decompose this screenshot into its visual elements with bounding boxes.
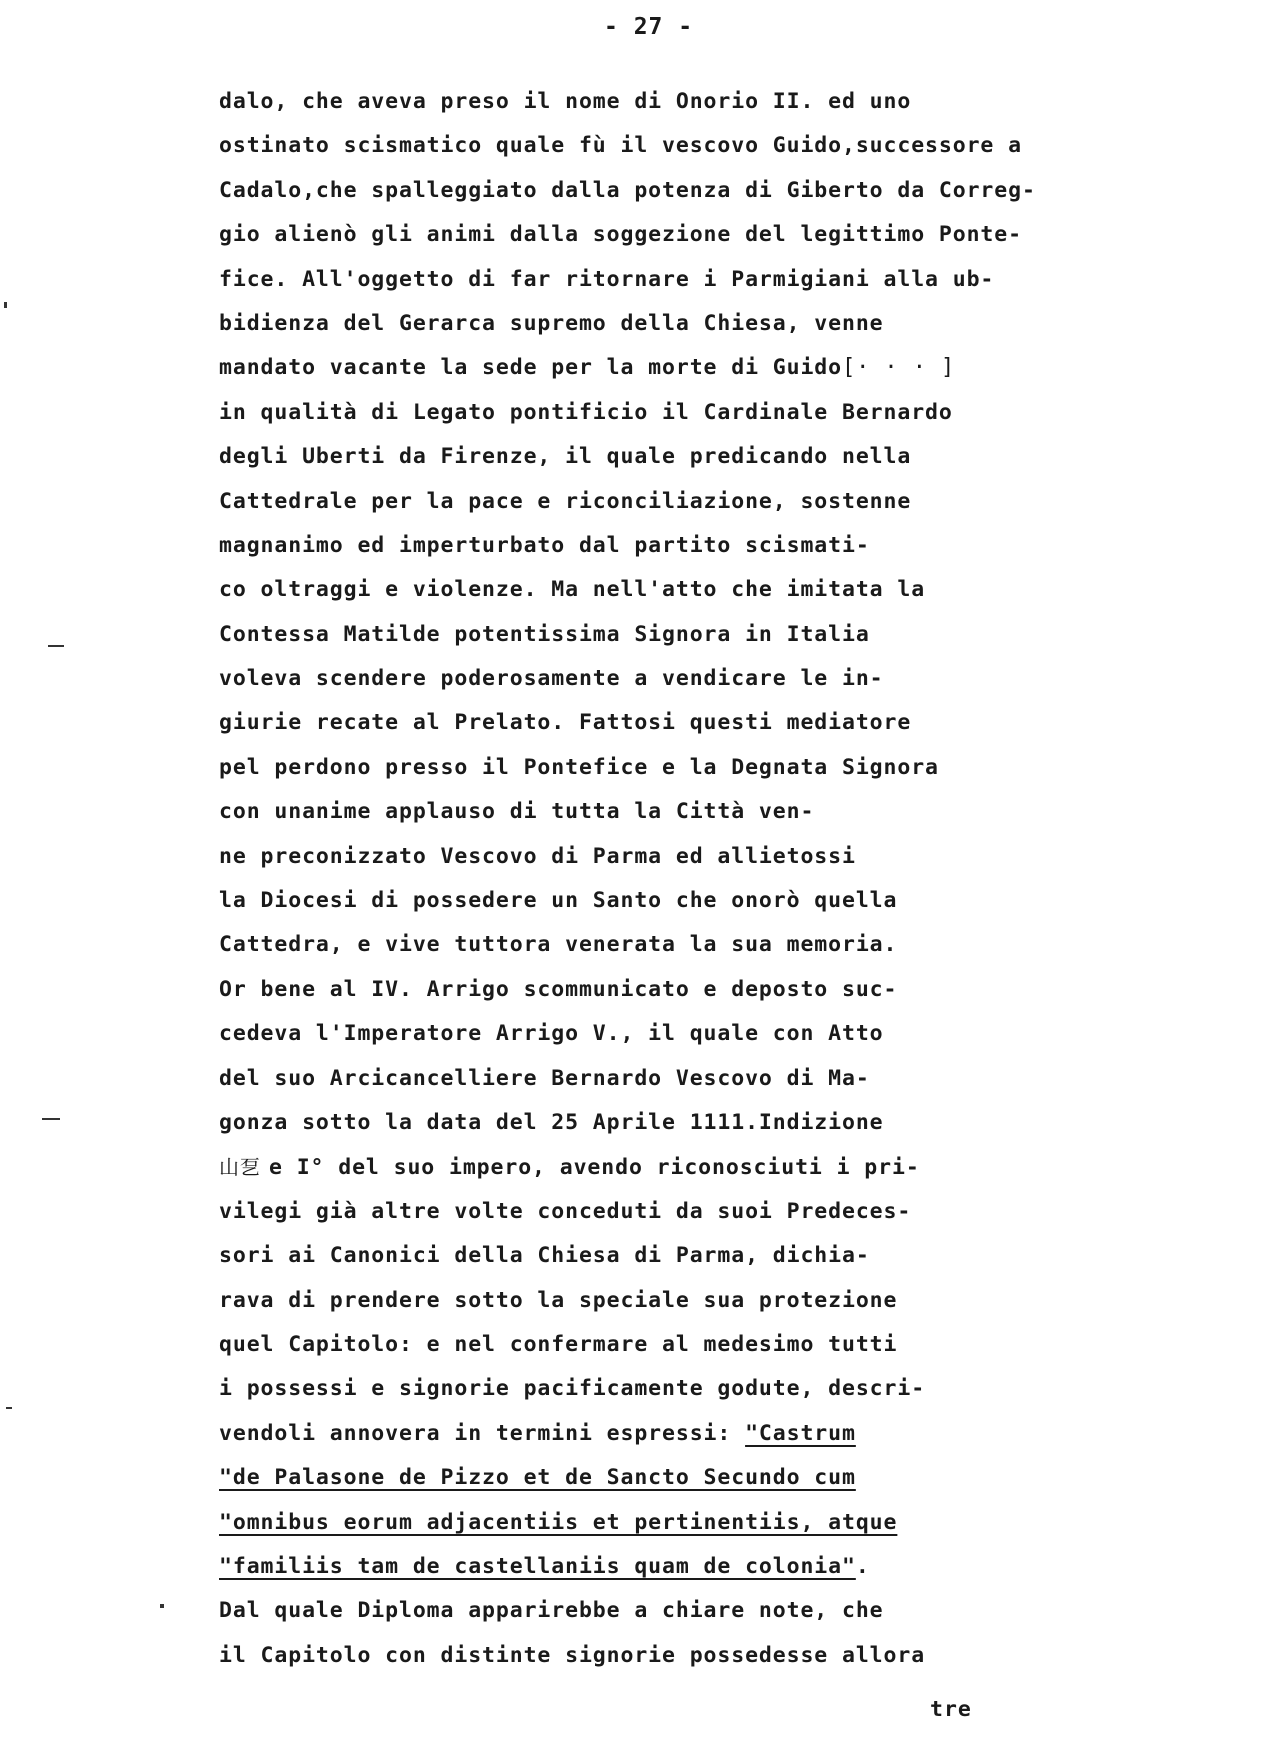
text-line: fice. All'oggetto di far ritornare i Parmigiani alla ub- — [219, 266, 995, 292]
text-line: Cattedrale per la pace e riconciliazione, sostenne — [219, 488, 912, 514]
underlined-quote: "de Palasone de Pizzo et de Sancto Secundo cum — [219, 1465, 856, 1491]
text-line: rava di prendere sotto la speciale sua protezione — [219, 1287, 898, 1313]
text-line: la Diocesi di possedere un Santo che onorò quella — [219, 888, 898, 914]
document-body — [219, 80, 1229, 1678]
text-line: con unanime applauso di tutta la Città ven- — [219, 799, 815, 825]
text-line: gonza sotto la data del 25 Aprile 1111.Indizione — [219, 1109, 884, 1135]
text-line — [219, 1545, 1229, 1589]
text-line — [219, 346, 1229, 390]
text-line — [219, 1456, 1229, 1500]
text-line: degli Uberti da Firenze, il quale predicando nella — [219, 444, 912, 470]
text-line: dalo, che aveva preso il nome di Onorio II. ed uno — [219, 89, 912, 114]
text-line: Or bene al IV. Arrigo scommunicato e deposto suc- — [219, 976, 898, 1002]
margin-mark — [48, 645, 64, 647]
margin-mark — [42, 1118, 60, 1120]
text-line-content: vendoli annovera in termini espressi: — [219, 1420, 746, 1446]
margin-mark — [160, 1604, 164, 1608]
text-line: ostinato scismatico quale fù il vescovo Guido,successore a — [219, 133, 1022, 159]
text-line: i possessi e signorie pacificamente godute, descri- — [219, 1376, 926, 1402]
underlined-quote: "familiis tam de castellaniis quam de colonia" — [219, 1553, 856, 1579]
text-line — [219, 1412, 1229, 1456]
text-line-content: e I° del suo impero, avendo riconosciuti i pri- — [269, 1155, 920, 1181]
text-line: gio alienò gli animi dalla soggezione del legittimo Ponte- — [219, 222, 1022, 248]
text-line — [219, 1145, 1229, 1189]
bracket-gap-annotation: [· · · ] — [841, 355, 956, 381]
underlined-quote: "omnibus eorum adjacentiis et pertinentiis, atque — [219, 1509, 898, 1535]
page-number: - 27 - — [604, 14, 694, 40]
catchword: tre — [930, 1697, 972, 1722]
text-line: Contessa Matilde potentissima Signora in Italia — [219, 621, 870, 647]
text-line: Cadalo,che spalleggiato dalla potenza di Giberto da Correg- — [219, 177, 1036, 203]
text-line: quel Capitolo: e nel confermare al medesimo tutti — [219, 1331, 898, 1357]
text-line: vilegi già altre volte conceduti da suoi Predeces- — [219, 1198, 912, 1224]
text-line: sori ai Canonici della Chiesa di Parma, dichia- — [219, 1243, 870, 1269]
text-line: in qualità di Legato pontificio il Cardinale Bernardo — [219, 399, 953, 425]
text-line-content: mandato vacante la sede per la morte di Guido — [219, 355, 842, 381]
margin-mark — [6, 1407, 12, 1409]
text-line: cedeva l'Imperatore Arrigo V., il quale con Atto — [219, 1021, 884, 1047]
text-line: co oltraggi e violenze. Ma nell'atto che imitata la — [219, 577, 926, 603]
text-line: magnanimo ed imperturbato dal partito scismati- — [219, 532, 870, 558]
text-line: il Capitolo con distinte signorie possedesse allora — [219, 1642, 926, 1668]
text-line: ne preconizzato Vescovo di Parma ed allietossi — [219, 843, 856, 869]
text-line-content: . — [855, 1553, 870, 1579]
margin-mark — [4, 302, 7, 308]
text-line: pel perdono presso il Pontefice e la Degnata Signora — [219, 754, 939, 780]
text-line: giurie recate al Prelato. Fattosi questi mediatore — [219, 710, 912, 736]
text-line — [219, 1501, 1229, 1545]
handwritten-seal-mark: 山乭 — [219, 1155, 261, 1180]
text-line: voleva scendere poderosamente a vendicare le in- — [219, 666, 884, 692]
text-line: Dal quale Diploma apparirebbe a chiare note, che — [219, 1598, 884, 1624]
underlined-quote: "Castrum — [745, 1420, 856, 1446]
text-line: del suo Arcicancelliere Bernardo Vescovo di Ma- — [219, 1065, 870, 1091]
text-line: bidienza del Gerarca supremo della Chiesa, venne — [219, 310, 884, 336]
text-line: Cattedra, e vive tuttora venerata la sua memoria. — [219, 932, 898, 958]
